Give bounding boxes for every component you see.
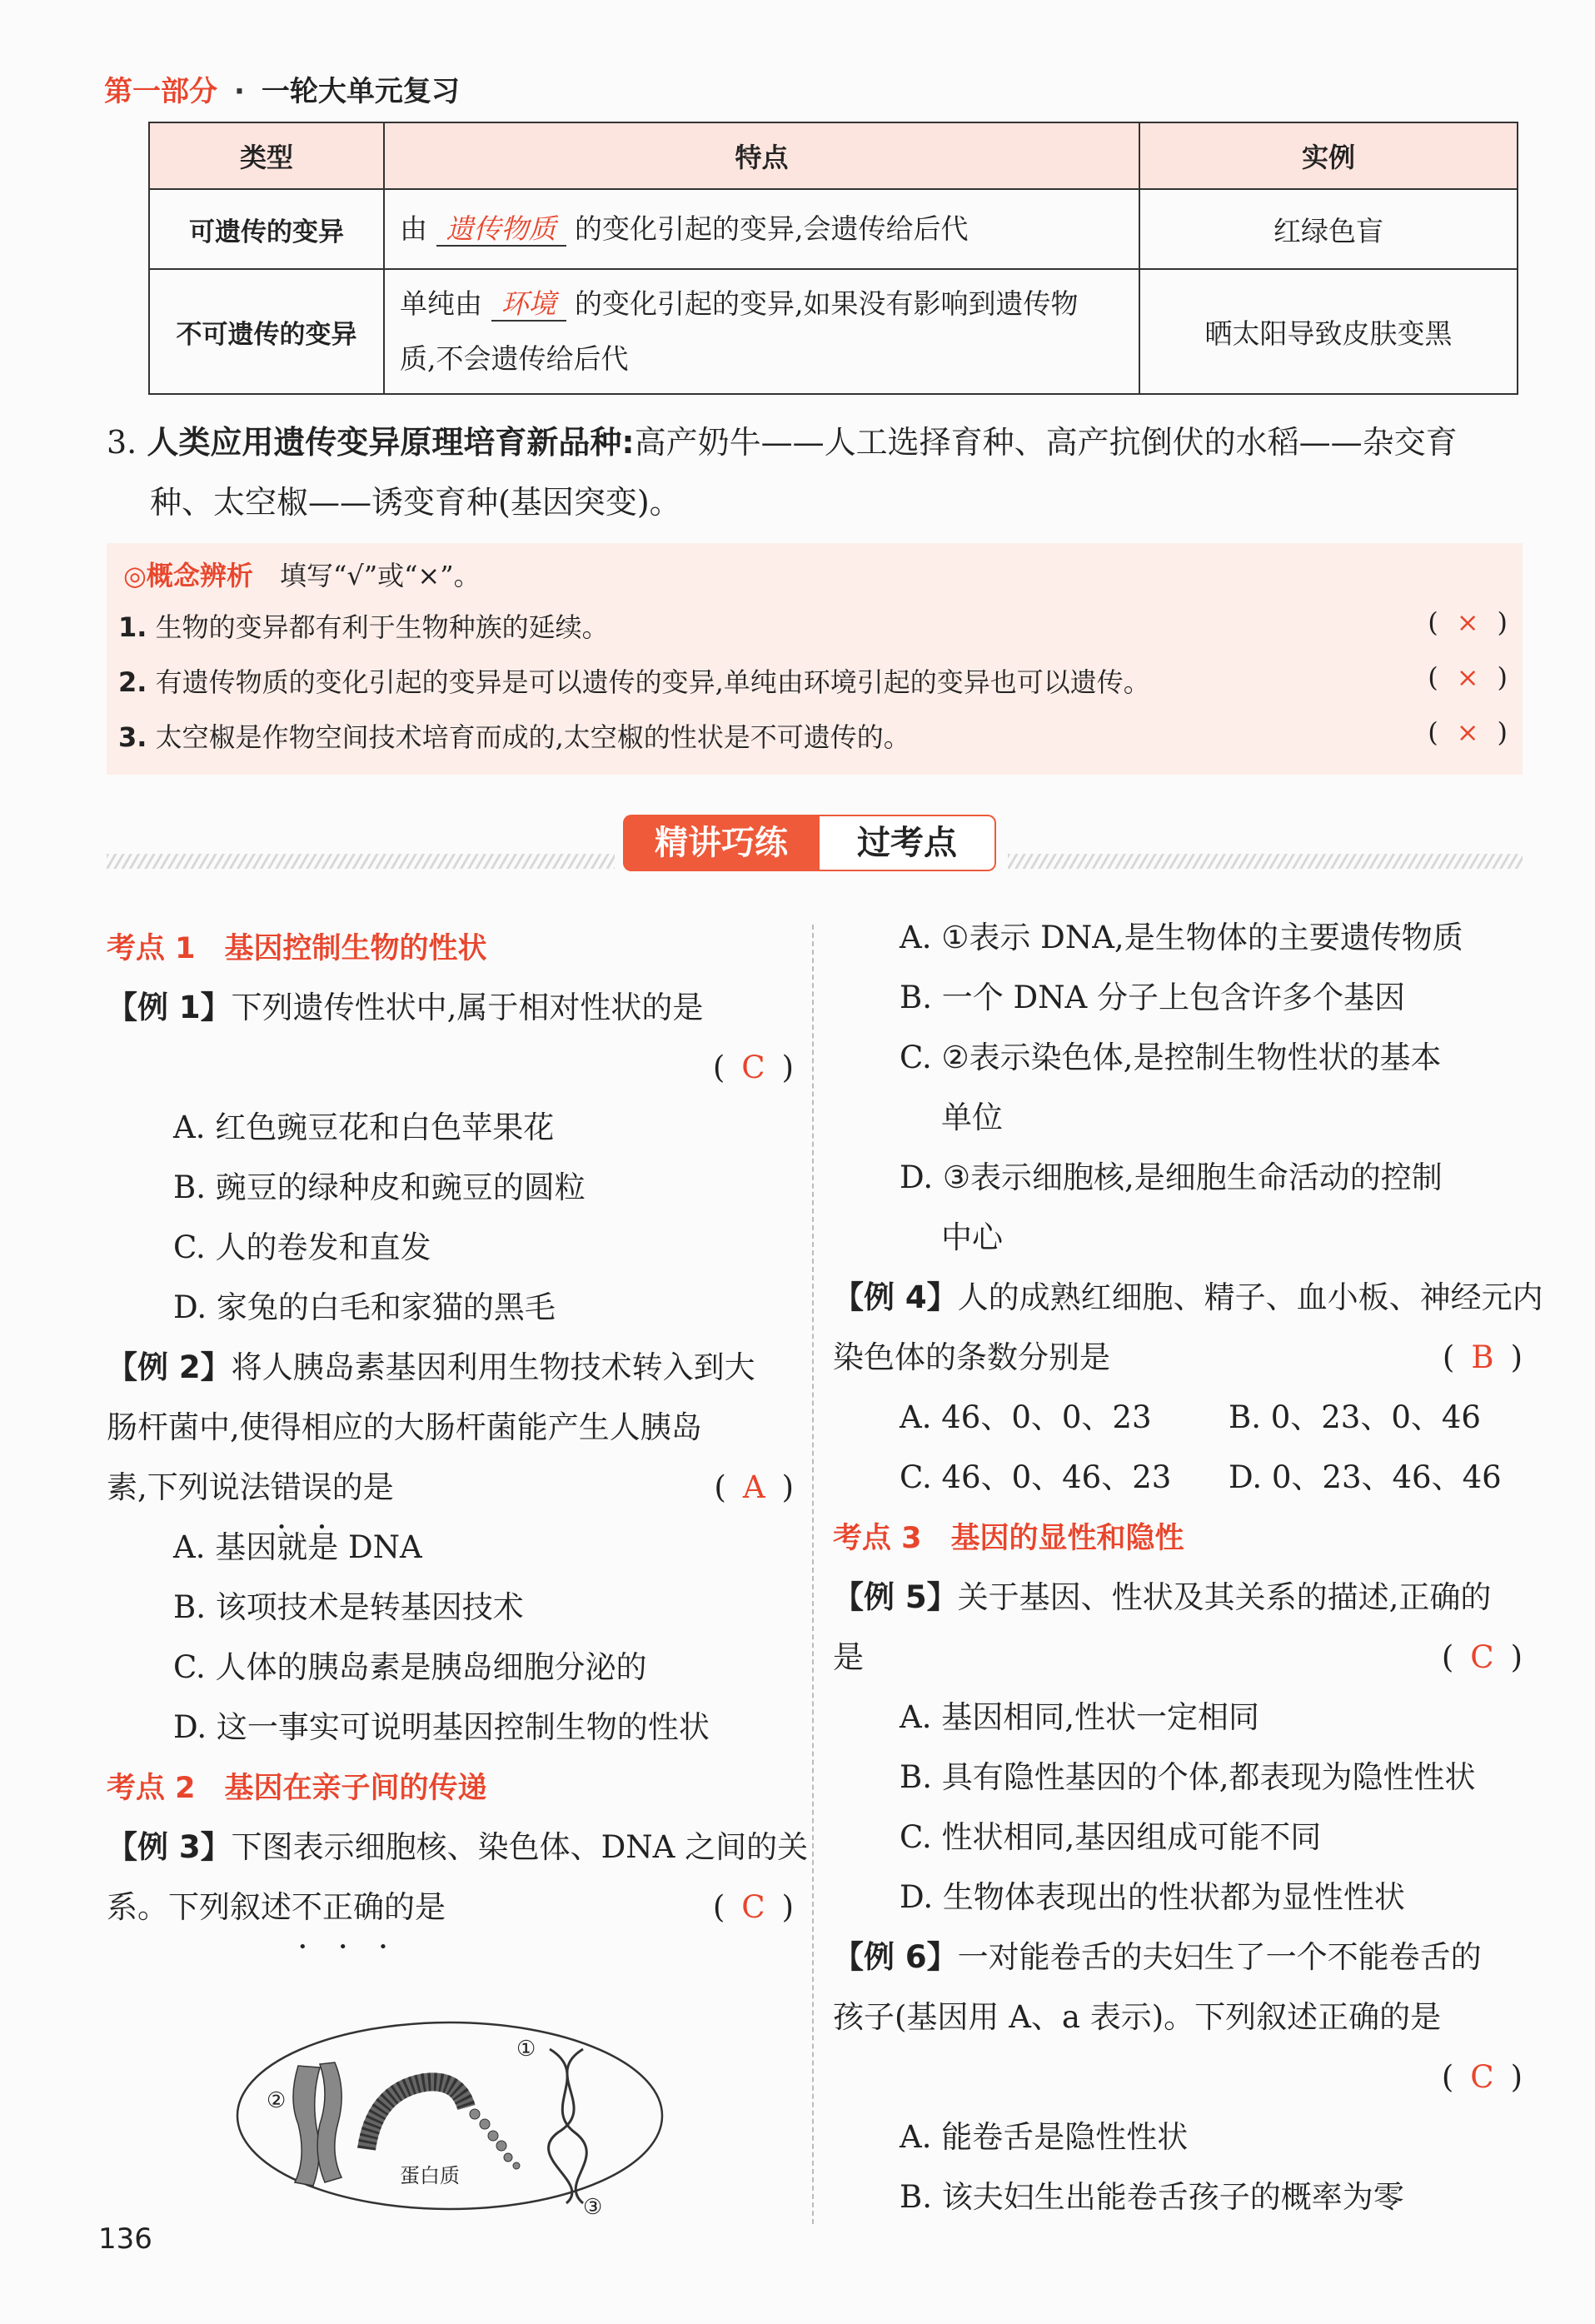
ex5-question-l2 bbox=[833, 1628, 1523, 1688]
option: B. 具有隐性基因的个体,都表现为隐性性状 bbox=[900, 1759, 1476, 1795]
kp1-heading bbox=[107, 918, 794, 978]
right-column bbox=[833, 908, 1543, 2227]
point-3-text1: 高产奶牛——人工选择育种、高产抗倒伏的水稻——杂交育 bbox=[634, 424, 1458, 461]
feature-pre: 由 bbox=[400, 212, 427, 245]
feature-blank: 遗传物质 bbox=[436, 212, 566, 247]
option: C. 46、0、46、23 bbox=[900, 1459, 1172, 1495]
example-label: 【例 3】 bbox=[107, 1829, 232, 1865]
chromatin-coil bbox=[366, 2082, 466, 2149]
option-row bbox=[833, 1388, 1523, 1448]
kp2-heading bbox=[107, 1758, 794, 1818]
row-type: 不可遗传的变异 bbox=[149, 269, 384, 394]
section-banner bbox=[623, 815, 998, 871]
ex6-answer-line bbox=[833, 2047, 1523, 2107]
option-row bbox=[833, 1448, 1523, 1508]
chromosome-shape bbox=[293, 2062, 341, 2186]
table-header-example: 实例 bbox=[1139, 122, 1518, 189]
marker-2: ② bbox=[267, 2088, 287, 2113]
ex6-question-l1 bbox=[833, 1928, 1523, 1987]
emphasis-word: 错误 • • bbox=[271, 1469, 332, 1505]
feature-post2: 质,不会遗传给后代 bbox=[400, 342, 629, 375]
header-title: 一轮大单元复习 bbox=[261, 75, 460, 108]
concept-item bbox=[118, 606, 1518, 645]
example-text: 系。下列叙述 bbox=[107, 1889, 292, 1925]
option: B. 该项技术是转基因技术 bbox=[173, 1589, 524, 1625]
example-text: 人的成熟红细胞、精子、血小板、神经元内 bbox=[957, 1279, 1543, 1315]
concept-discrimination-box bbox=[107, 543, 1523, 775]
example-text: 关于基因、性状及其关系的描述,正确的 bbox=[957, 1579, 1492, 1615]
row-feature bbox=[384, 189, 1139, 269]
example-text: 是 bbox=[833, 1639, 864, 1675]
point-3-heading: 人类应用遗传变异原理培育新品种: bbox=[147, 424, 635, 461]
concept-item bbox=[118, 661, 1518, 700]
answer-bracket: ( C ) bbox=[712, 1889, 794, 1925]
header-part: 第一部分 bbox=[104, 75, 217, 108]
banner-left: 精讲巧练 bbox=[623, 815, 820, 871]
example-text: 染色体的条数分别是 bbox=[833, 1339, 1110, 1375]
ex4-question-l1 bbox=[833, 1268, 1543, 1328]
ex2-question-l1 bbox=[107, 1338, 794, 1398]
answer-bracket: ( A ) bbox=[714, 1469, 794, 1505]
example-label: 【例 5】 bbox=[833, 1579, 958, 1615]
ex1-answer-line bbox=[107, 1038, 794, 1098]
feature-post: 的变化引起的变异,如果没有影响到遗传物 bbox=[575, 287, 1079, 320]
emphasis-word: 不正确 • • • bbox=[292, 1889, 384, 1925]
row-example: 晒太阳导致皮肤变黑 bbox=[1139, 269, 1518, 394]
example-label: 【例 4】 bbox=[833, 1279, 958, 1315]
concept-answer: ( × ) bbox=[1428, 661, 1508, 693]
table-row bbox=[149, 189, 1518, 269]
table-header-row bbox=[149, 122, 1518, 189]
concept-item-text: 生物的变异都有利于生物种族的延续。 bbox=[155, 611, 609, 643]
concept-tag: ◎概念辨析 bbox=[123, 560, 253, 591]
option: B. 该夫妇生出能卷舌孩子的概率为零 bbox=[900, 2179, 1404, 2215]
protein-label: 蛋白质 bbox=[400, 2164, 460, 2187]
option: C. ②表示染色体,是控制生物性状的基本 bbox=[900, 1040, 1442, 1075]
option: B. 一个 DNA 分子上包含许多个基因 bbox=[900, 980, 1405, 1015]
nucleus-chromosome-dna-diagram bbox=[233, 2016, 666, 2216]
option: B. 0、23、0、46 bbox=[1229, 1399, 1481, 1435]
page-number: 136 bbox=[98, 2222, 152, 2256]
concept-instruction: 填写“√”或“×”。 bbox=[279, 560, 481, 591]
ex6-question-l2: 孩子(基因用 A、a 表示)。下列叙述正确的是 bbox=[833, 1999, 1442, 2035]
page-header bbox=[104, 68, 460, 109]
feature-post: 的变化引起的变异,会遗传给后代 bbox=[575, 212, 969, 245]
example-text: 将人胰岛素基因利用生物技术转入到大 bbox=[231, 1349, 755, 1385]
feature-blank: 环境 bbox=[491, 287, 566, 322]
example-label: 【例 2】 bbox=[107, 1349, 232, 1385]
row-example: 红绿色盲 bbox=[1139, 189, 1518, 269]
option: A. 46、0、0、23 bbox=[900, 1399, 1152, 1435]
option: A. 能卷舌是隐性性状 bbox=[900, 2119, 1189, 2155]
variation-table bbox=[148, 122, 1518, 395]
concept-item-num: 2. bbox=[118, 666, 147, 698]
ex3-question-l1 bbox=[107, 1818, 809, 1878]
example-label: 【例 6】 bbox=[833, 1939, 958, 1975]
marker-1: ① bbox=[516, 2037, 536, 2062]
ex1-question bbox=[107, 978, 794, 1038]
option: A. ①表示 DNA,是生物体的主要遗传物质 bbox=[900, 920, 1463, 955]
option: D. 0、23、46、46 bbox=[1229, 1459, 1502, 1495]
concept-head bbox=[123, 555, 481, 593]
answer-bracket: ( C ) bbox=[1441, 1639, 1523, 1675]
option-continued: 单位 bbox=[941, 1100, 1003, 1135]
example-text: 下列遗传性状中,属于相对性状的是 bbox=[231, 990, 704, 1025]
banner-divider-right bbox=[1008, 854, 1523, 869]
example-text: 下图表示细胞核、染色体、DNA 之间的关 bbox=[231, 1829, 809, 1865]
example-text: 的是 bbox=[384, 1889, 446, 1925]
point-3-text2: 种、太空椒——诱变育种(基因突变)。 bbox=[150, 484, 681, 521]
table-row bbox=[149, 269, 1518, 394]
option: C. 人的卷发和直发 bbox=[173, 1229, 431, 1265]
left-column bbox=[107, 918, 809, 1937]
answer-mark: × bbox=[1456, 606, 1479, 638]
answer-bracket: ( C ) bbox=[1441, 2059, 1523, 2095]
answer-letter: C bbox=[1470, 1639, 1494, 1675]
point-3-num: 3. bbox=[107, 424, 137, 461]
answer-letter: C bbox=[1470, 2059, 1494, 2095]
answer-mark: × bbox=[1456, 661, 1479, 693]
option: D. ③表示细胞核,是细胞生命活动的控制 bbox=[900, 1160, 1443, 1195]
banner-divider-left bbox=[107, 854, 615, 869]
concept-item-text: 有遗传物质的变化引起的变异是可以遗传的变异,单纯由环境引起的变异也可以遗传。 bbox=[155, 666, 1150, 698]
ex2-question-l2: 肠杆菌中,使得相应的大肠杆菌能产生人胰岛 bbox=[107, 1409, 702, 1445]
option: A. 基因相同,性状一定相同 bbox=[900, 1699, 1260, 1735]
answer-letter: C bbox=[741, 1889, 765, 1925]
ex2-question-l3 bbox=[107, 1458, 794, 1518]
option: D. 家兔的白毛和家猫的黑毛 bbox=[173, 1289, 556, 1325]
table-header-feature: 特点 bbox=[384, 122, 1139, 189]
kp-title: 考点 2 基因在亲子间的传递 bbox=[107, 1772, 487, 1805]
ex3-question-l2 bbox=[107, 1878, 794, 1937]
column-divider bbox=[812, 925, 814, 2224]
concept-item-num: 1. bbox=[118, 611, 147, 643]
option: D. 这一事实可说明基因控制生物的性状 bbox=[173, 1709, 710, 1745]
concept-item-num: 3. bbox=[118, 721, 147, 753]
option: A. 基因就是 DNA bbox=[173, 1529, 422, 1565]
option-continued: 中心 bbox=[941, 1219, 1003, 1255]
row-feature bbox=[384, 269, 1139, 394]
option: A. 红色豌豆花和白色苹果花 bbox=[173, 1110, 555, 1145]
answer-bracket: ( C ) bbox=[712, 1050, 794, 1085]
ex5-question-l1 bbox=[833, 1568, 1523, 1628]
kp-title: 考点 3 基因的显性和隐性 bbox=[833, 1522, 1184, 1555]
concept-item-text: 太空椒是作物空间技术培育而成的,太空椒的性状是不可遗传的。 bbox=[155, 721, 910, 753]
option: C. 人体的胰岛素是胰岛细胞分泌的 bbox=[173, 1649, 647, 1685]
option: B. 豌豆的绿种皮和豌豆的圆粒 bbox=[173, 1169, 586, 1205]
example-text: 素,下列说法 bbox=[107, 1469, 271, 1505]
answer-bracket: ( B ) bbox=[1442, 1339, 1523, 1375]
concept-answer: ( × ) bbox=[1428, 606, 1508, 638]
header-dot: · bbox=[234, 75, 245, 108]
kp3-heading bbox=[833, 1508, 1523, 1568]
marker-3: ③ bbox=[583, 2195, 603, 2216]
row-type: 可遗传的变异 bbox=[149, 189, 384, 269]
answer-letter: C bbox=[741, 1050, 765, 1085]
answer-letter: B bbox=[1471, 1339, 1494, 1375]
answer-letter: A bbox=[742, 1469, 765, 1505]
feature-pre: 单纯由 bbox=[400, 287, 482, 320]
ex4-question-l2 bbox=[833, 1328, 1523, 1388]
example-label: 【例 1】 bbox=[107, 990, 232, 1025]
kp-title: 考点 1 基因控制生物的性状 bbox=[107, 932, 487, 965]
example-text: 的是 bbox=[331, 1469, 394, 1505]
table-header-type: 类型 bbox=[149, 122, 384, 189]
option: C. 性状相同,基因组成可能不同 bbox=[900, 1819, 1322, 1855]
protein-beads bbox=[470, 2109, 520, 2169]
example-text: 一对能卷舌的夫妇生了一个不能卷舌的 bbox=[957, 1939, 1482, 1975]
concept-item bbox=[118, 716, 1518, 755]
concept-answer: ( × ) bbox=[1428, 716, 1508, 748]
point-3-paragraph bbox=[107, 412, 1523, 532]
answer-mark: × bbox=[1456, 716, 1479, 748]
banner-right: 过考点 bbox=[820, 815, 996, 871]
option: D. 生物体表现出的性状都为显性性状 bbox=[900, 1879, 1405, 1915]
